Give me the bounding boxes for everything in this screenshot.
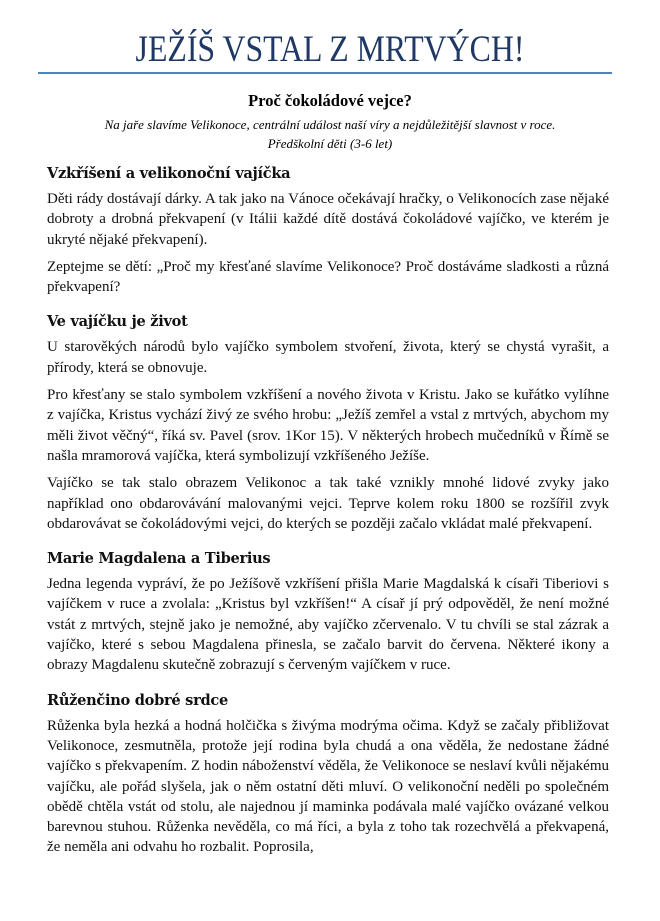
title-divider bbox=[38, 72, 612, 74]
section-heading: Vzkříšení a velikonoční vajíčka bbox=[47, 165, 291, 182]
document-body bbox=[47, 163, 609, 872]
audience-line: Předškolní děti (3-6 let) bbox=[267, 136, 393, 151]
paragraph: Růženka byla hezká a hodná holčička s živýma modrýma očima. Když se začaly přibližovat Velikonoce, zesmutněla, protože její rodina byla chudá a ona věděla, že nedostane žádné vajíčko s překvapením. Z hodin náboženství věděla, že Velikonoce se neslaví kvůli nějakému vajíčku, ale pořád slyšela, jak o něm ostatní děti mluví. O velikonoční neděli po společném obědě chtěla vstát od stolu, ale najednou jí maminka podávala malé vajíčko ovázané velkou barevnou stuhou. Růženka nevěděla, co má říci, a byla z toho tak rozechvělá a překvapená, že neměla ani odvahu ho rozbalit. Poprosila, bbox=[47, 717, 609, 856]
section-ruzenka bbox=[47, 690, 609, 858]
section-resurrection-eggs bbox=[47, 163, 609, 297]
section-heading: Růženčino dobré srdce bbox=[47, 691, 228, 709]
section-magdalena-tiberius bbox=[47, 548, 609, 675]
intro-block bbox=[0, 115, 660, 153]
section-life-in-egg bbox=[47, 311, 609, 534]
paragraph: Děti rády dostávají dárky. A tak jako na Vánoce očekávají hračky, o Velikonocích zase nějaké dobroty a drobná překvapení (v Itálii každé dítě dostává čokoládové vajíčko, ve kterém je ukryté nějaké překvapení). bbox=[47, 191, 609, 248]
paragraph: Zeptejme se dětí: „Proč my křesťané slavíme Velikonoce? Proč dostáváme sladkosti a různá překvapení? bbox=[47, 258, 609, 296]
intro-line: Na jaře slavíme Velikonoce, centrální událost naší víry a nejdůležitější slavnost v roce. bbox=[104, 117, 556, 132]
document-subtitle: Proč čokoládové vejce? bbox=[248, 91, 412, 110]
section-heading: Marie Magdalena a Tiberius bbox=[47, 550, 271, 568]
paragraph: Jedna legenda vypráví, že po Ježíšově vzkříšení přišla Marie Magdalská k císaři Tiberiovi s vajíčkem v ruce a zvolala: „Kristus byl vzkříšen!“ A císař jí prý odpověděl, že není možné vstát z mrtvých, stejně jako je nemožné, aby vajíčko zčervenalo. V tu chvíli se stal zázrak a vajíčko, které s sebou Magdalena přinesla, se začalo barvit do červena. Některé ikony a obrazy Magdalenu skutečně zobrazují s červeným vajíčkem v ruce. bbox=[47, 576, 609, 674]
page-title: JEŽÍŠ VSTAL Z MRTVÝCH! bbox=[135, 29, 525, 70]
section-heading: Ve vajíčku je život bbox=[47, 313, 188, 331]
paragraph: Vajíčko se tak stalo obrazem Velikonoc a tak také vznikly mnohé lidové zvyky jako například ono obdarovávání malovanými vejci. Teprve kolem roku 1800 se rozšířil zvyk obdarovávat se čokoládovými vejci, do kterých se později začalo vkládat malé překvapení. bbox=[47, 475, 609, 532]
paragraph: Pro křesťany se stalo symbolem vzkříšení a nového života v Kristu. Jako se kuřátko vylíhne z vajíčka, Kristus vychází živý ze svého hrobu: „Ježíš zemřel a vstal z mrtvých, abychom my měli život věčný“, říká sv. Pavel (srov. 1Kor 15). V některých hrobech mučedníků v Římě se našla mramorová vajíčka, která symbolizují vzkříšeného Ježíše. bbox=[47, 387, 609, 464]
paragraph: U starověkých národů bylo vajíčko symbolem stvoření, života, který se chystá vyrašit, a přírody, která se obnovuje. bbox=[47, 339, 609, 376]
